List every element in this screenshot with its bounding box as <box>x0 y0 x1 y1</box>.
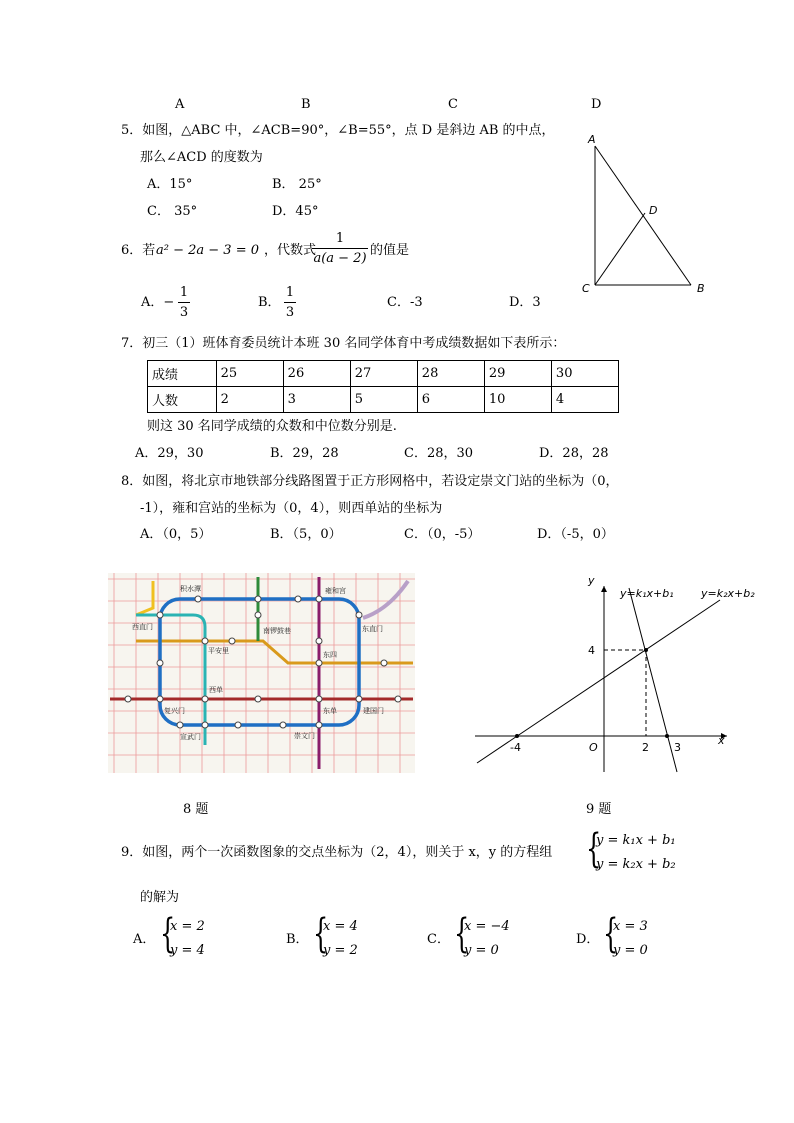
q5-triangle-figure <box>575 128 715 298</box>
q6-frac-denominator: a(a − 2) <box>313 251 367 266</box>
q7-option-c: C．28，30 <box>404 446 474 461</box>
q9-option-d-label: D． <box>576 932 600 947</box>
subway-map-figure <box>108 573 415 773</box>
q5-option-b: B． 25° <box>272 177 322 192</box>
q6-option-b-den: 3 <box>285 305 295 320</box>
q6-option-d: D．3 <box>509 295 541 310</box>
q9-option-a-label: A． <box>133 932 156 947</box>
table-cell: 4 <box>551 387 618 413</box>
station-pinganli: 平安里 <box>208 647 229 655</box>
station-jishuitan: 积水潭 <box>180 585 201 593</box>
q9-option-b-label: B． <box>286 932 309 947</box>
table-header-cell: 人数 <box>148 387 217 413</box>
q9-option-d-row1: x = 3 <box>613 919 648 934</box>
graph-tick-neg4: -4 <box>510 741 521 754</box>
q6-frac-numerator: 1 <box>335 231 345 246</box>
table-cell: 6 <box>417 387 484 413</box>
q5-option-c: C． 35° <box>147 204 198 219</box>
station-jianguomen: 建国门 <box>363 707 384 715</box>
station-fuxingmen: 复兴门 <box>164 707 185 715</box>
q7-stem: 7．初三（1）班体育委员统计本班 30 名同学体育中考成绩数据如下表所示： <box>121 336 566 351</box>
q8-option-d: D．（-5，0） <box>537 527 614 542</box>
q9-system-eq1: y = k₁x + b₁ <box>596 833 676 848</box>
q8-figure-caption: 8 题 <box>183 802 209 817</box>
table-cell: 30 <box>551 361 618 387</box>
q9-option-d-row2: y = 0 <box>613 943 648 958</box>
graph-x-axis-label: x <box>718 734 725 747</box>
q9-option-b-row2: y = 2 <box>323 943 358 958</box>
q7-option-d: D．28，28 <box>539 446 609 461</box>
q9-option-a-row1: x = 2 <box>170 919 205 934</box>
q6-prefix: 6．若 <box>121 243 156 258</box>
graph-line2-label: y=k₂x+b₂ <box>701 587 755 600</box>
q8-stem-line1: 8．如图，将北京市地铁部分线路图置于正方形网格中，若设定崇文门站的坐标为（0， <box>121 474 619 489</box>
q8-option-b: B．（5，0） <box>270 527 342 542</box>
triangle-vertex-a: A <box>588 133 596 146</box>
table-cell: 25 <box>216 361 283 387</box>
graph-origin-label: O <box>589 741 598 754</box>
q6-option-a-label: A．− <box>141 295 175 310</box>
q4-label-c: C <box>448 97 458 112</box>
station-dongsi: 东四 <box>323 651 337 659</box>
station-chongwenmen: 崇文门 <box>294 732 315 740</box>
q5-option-a: A．15° <box>147 177 193 192</box>
station-xuanwumen: 宣武门 <box>180 733 201 741</box>
graph-tick-3: 3 <box>674 741 681 754</box>
q9-option-b-row1: x = 4 <box>323 919 358 934</box>
q9-option-c-label: C． <box>427 932 450 947</box>
q7-score-table <box>147 360 619 413</box>
station-xizhimen: 西直门 <box>132 623 153 631</box>
q9-option-d-brace: { <box>603 911 619 957</box>
q5-stem-line2: 那么∠ACD 的度数为 <box>140 150 263 165</box>
table-cell: 28 <box>417 361 484 387</box>
q9-option-c-row1: x = −4 <box>464 919 510 934</box>
q9-function-graph <box>465 572 765 782</box>
table-cell: 2 <box>216 387 283 413</box>
q6-option-c: C．-3 <box>387 295 423 310</box>
q9-option-c-brace: { <box>454 911 470 957</box>
graph-line1-label: y=k₁x+b₁ <box>620 587 674 600</box>
table-cell: 29 <box>484 361 551 387</box>
station-nanluoguxiang: 南锣鼓巷 <box>263 627 291 635</box>
q8-option-c: C．（0，-5） <box>404 527 481 542</box>
triangle-vertex-c: C <box>582 282 590 295</box>
q9-stem-line2: 的解为 <box>140 890 180 905</box>
q9-system-brace: { <box>586 826 602 872</box>
q6-option-b-num: 1 <box>285 285 295 300</box>
q8-option-a: A．（0，5） <box>140 527 212 542</box>
table-row <box>148 387 619 413</box>
q9-option-b-brace: { <box>313 911 329 957</box>
q6-option-a-fraction <box>178 285 190 320</box>
table-cell: 27 <box>350 361 417 387</box>
q4-label-d: D <box>591 97 602 112</box>
q9-option-a-brace: { <box>160 911 176 957</box>
q6-expression-fraction <box>312 231 368 266</box>
q9-option-c-row2: y = 0 <box>464 943 499 958</box>
q5-stem-line1: 5．如图，△ABC 中，∠ACB=90°，∠B=55°，点 D 是斜边 AB 的中点， <box>121 123 555 138</box>
q6-option-a-den: 3 <box>179 305 189 320</box>
q9-system-eq2: y = k₂x + b₂ <box>596 857 676 872</box>
graph-tick-2: 2 <box>642 741 649 754</box>
q6-middle: ，代数式 <box>264 243 317 258</box>
table-header-cell: 成绩 <box>148 361 217 387</box>
q9-stem-line1: 9．如图，两个一次函数图象的交点坐标为（2，4），则关于 x，y 的方程组 <box>121 845 553 860</box>
table-cell: 5 <box>350 387 417 413</box>
station-yonghegong: 雍和宫 <box>325 587 346 595</box>
q6-option-a-num: 1 <box>179 285 189 300</box>
q6-option-b-label: B． <box>258 295 281 310</box>
q7-follow-text: 则这 30 名同学成绩的众数和中位数分别是. <box>147 419 397 434</box>
table-row <box>148 361 619 387</box>
table-cell: 10 <box>484 387 551 413</box>
triangle-vertex-d: D <box>649 204 658 217</box>
station-dongdan: 东单 <box>323 707 337 715</box>
triangle-vertex-b: B <box>697 282 705 295</box>
q7-option-a: A．29，30 <box>135 446 204 461</box>
q9-figure-caption: 9 题 <box>586 802 612 817</box>
graph-y-axis-label: y <box>588 574 595 587</box>
q4-label-b: B <box>301 97 311 112</box>
station-dongzhimen: 东直门 <box>362 625 383 633</box>
graph-tick-y4: 4 <box>588 644 595 657</box>
q7-option-b: B．29，28 <box>270 446 339 461</box>
table-cell: 26 <box>283 361 350 387</box>
q6-suffix: 的值是 <box>370 243 410 258</box>
q4-label-a: A <box>175 97 185 112</box>
station-xidan: 西单 <box>209 686 223 694</box>
q5-option-d: D．45° <box>272 204 319 219</box>
q6-equation: a² − 2a − 3 = 0 <box>156 243 259 258</box>
q9-option-a-row2: y = 4 <box>170 943 205 958</box>
table-cell: 3 <box>283 387 350 413</box>
q8-stem-line2: -1），雍和宫站的坐标为（0，4），则西单站的坐标为 <box>140 501 443 516</box>
q6-option-b-fraction <box>284 285 296 320</box>
